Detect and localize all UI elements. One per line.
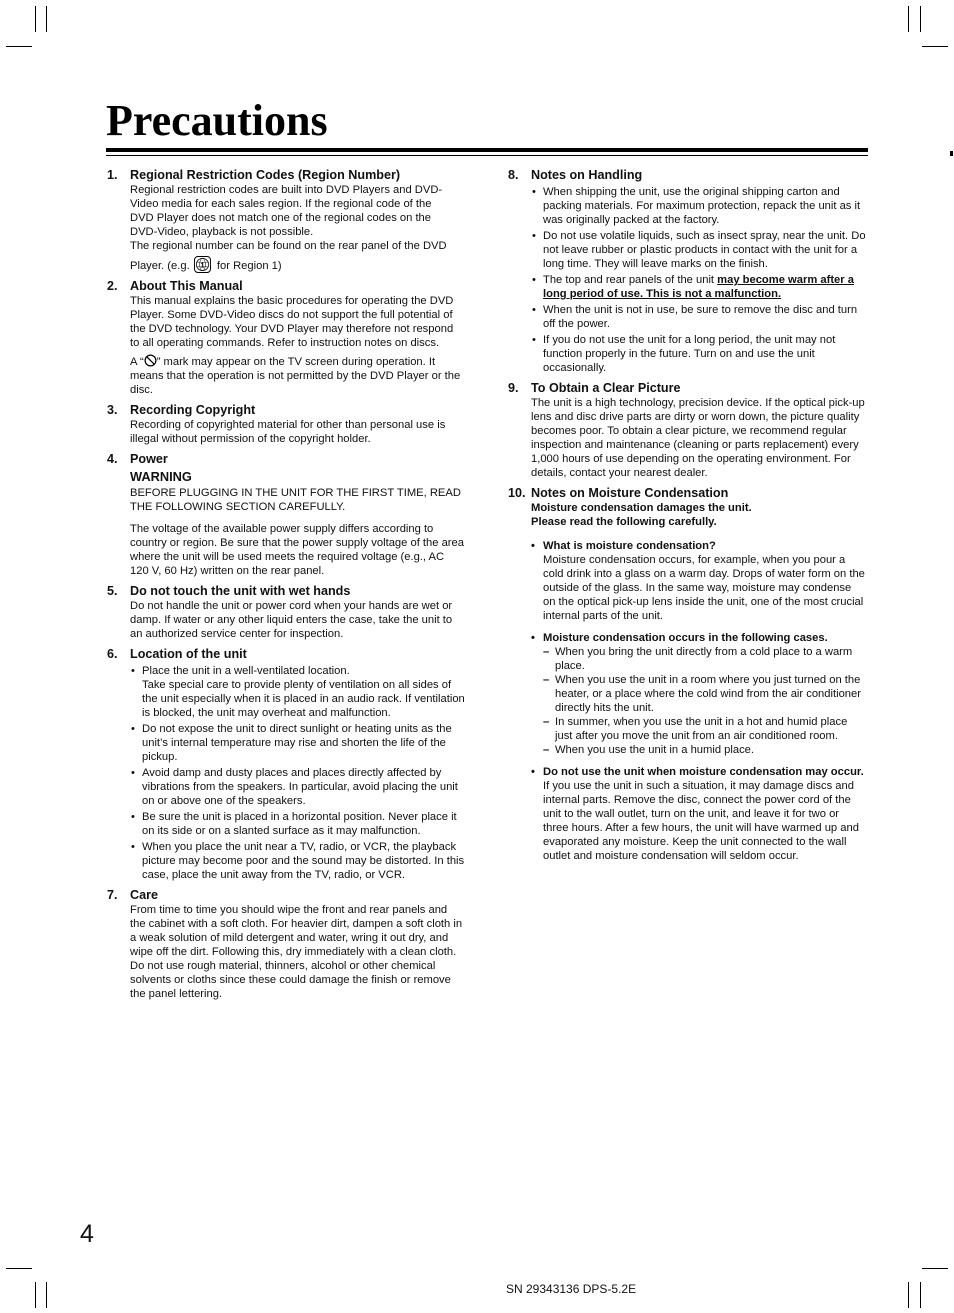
section-body bbox=[531, 396, 866, 480]
crop-mark bbox=[920, 6, 921, 32]
dash-marker: – bbox=[543, 646, 550, 658]
section-body bbox=[130, 294, 465, 397]
section-number: 2. bbox=[107, 279, 118, 293]
paragraph: The unit is a high technology, precision device. If the optical pick-up lens and disc drive parts are dirty or worn down, the picture quality becomes poor. To obtain a clear picture, we recommend regular inspection and maintenance (cleaning or parts replacement) every 1,000 hours of use depending on the operating environment. For details, contact your nearest dealer. bbox=[531, 397, 865, 479]
section-body bbox=[130, 418, 465, 446]
list-item bbox=[531, 765, 866, 863]
text-line: Video media for each sales region. If the regional code of the bbox=[130, 198, 432, 210]
example-prefix: Player. (e.g. bbox=[130, 260, 190, 272]
list-item bbox=[130, 840, 465, 882]
list-item bbox=[531, 229, 866, 271]
dash-list bbox=[543, 645, 866, 757]
section-number: 10. bbox=[508, 486, 526, 500]
section-title: Recording Copyright bbox=[130, 403, 256, 417]
list-item-text: If you do not use the unit for a long period, the unit may not function properly in the future. Turn on and use the unit occasionally. bbox=[543, 334, 836, 374]
title-rule-thick bbox=[106, 148, 868, 152]
crop-mark bbox=[35, 6, 36, 32]
warning-label: WARNING bbox=[130, 469, 192, 484]
section-title: Notes on Moisture Condensation bbox=[531, 486, 729, 500]
dash-marker: – bbox=[543, 716, 550, 728]
section-heading bbox=[508, 485, 866, 501]
list-item-text: Be sure the unit is placed in a horizontal position. Never place it on its side or on a slanted surface as it may malfunction. bbox=[142, 811, 457, 837]
text-line: The regional number can be found on the rear panel of the DVD bbox=[130, 240, 447, 252]
crop-mark bbox=[46, 6, 47, 32]
crop-mark bbox=[6, 46, 32, 47]
bullet-marker: • bbox=[532, 274, 536, 286]
paragraph: The voltage of the available power supply differs according to country or region. Be sure that the power supply voltage of the area where the unit will be used meets the required voltage (e.g., AC 120 V, 60 Hz) written on the rear panel. bbox=[130, 523, 464, 577]
page-number: 4 bbox=[80, 1220, 94, 1248]
section-body bbox=[130, 599, 465, 641]
region-1-globe-icon bbox=[194, 256, 211, 273]
list-item-text: Place the unit in a well-ventilated location. bbox=[142, 665, 350, 677]
bullet-marker: • bbox=[532, 334, 536, 346]
bullet-marker: • bbox=[531, 766, 535, 778]
crop-mark bbox=[922, 46, 948, 47]
section-number: 1. bbox=[107, 168, 118, 182]
list-item bbox=[130, 766, 465, 808]
prohibited-icon bbox=[144, 354, 157, 367]
text-line: DVD Player does not match one of the regional codes on the bbox=[130, 212, 432, 224]
paragraph-suffix: ” mark may appear on the TV screen during operation. It means that the operation is not permitted by the DVD Player or the disc. bbox=[130, 356, 461, 396]
paragraph: Recording of copyrighted material for other than personal use is illegal without permission of the copyright holder. bbox=[130, 419, 446, 445]
section-clear-picture bbox=[508, 380, 866, 480]
text-line: Regional restriction codes are built into DVD Players and DVD- bbox=[130, 184, 443, 196]
right-column bbox=[508, 167, 866, 871]
bullet-marker: • bbox=[131, 841, 135, 853]
paragraph-prefix: A “ bbox=[130, 356, 144, 368]
list-item-heading: Moisture condensation occurs in the following cases. bbox=[543, 632, 828, 644]
bullet-list bbox=[130, 664, 465, 882]
dash-item-text: In summer, when you use the unit in a hot and humid place just after you move the unit from an air conditioned room. bbox=[555, 716, 848, 742]
list-item-text: Take special care to provide plenty of ventilation on all sides of the unit especially when it is placed in an audio rack. If ventilation is blocked, the unit may overheat and malfunction. bbox=[142, 679, 465, 719]
section-number: 7. bbox=[107, 888, 118, 902]
list-item-text: Moisture condensation occurs, for example, when you pour a cold drink into a glass on a warm day. Drops of water form on the outside of the glass. In the same way, moisture may condense on the optical pick-up lens inside the unit, one of the most crucial internal parts of the unit. bbox=[543, 554, 865, 622]
example-suffix: for Region 1) bbox=[216, 260, 282, 272]
section-number: 3. bbox=[107, 403, 118, 417]
prohibited-mark-paragraph bbox=[130, 354, 465, 397]
list-item-text: The top and rear panels of the unit bbox=[543, 274, 718, 286]
list-item-text: Do not use volatile liquids, such as insect spray, near the unit. Do not leave rubber or plastic products in contact with the unit for a long time. They will leave marks on the finish. bbox=[543, 230, 866, 270]
section-title: To Obtain a Clear Picture bbox=[531, 381, 681, 395]
moisture-instruction: Please read the following carefully. bbox=[531, 516, 717, 528]
section-moisture bbox=[508, 485, 866, 863]
crop-mark bbox=[908, 1282, 909, 1308]
section-number: 4. bbox=[107, 452, 118, 466]
section-title: Power bbox=[130, 452, 168, 466]
crop-mark bbox=[46, 1282, 47, 1308]
section-body bbox=[531, 501, 866, 863]
section-location bbox=[107, 646, 465, 882]
section-heading bbox=[107, 583, 465, 599]
paragraph: Do not handle the unit or power cord when your hands are wet or damp. If water or any other liquid enters the case, take the unit to an authorized service center for inspection. bbox=[130, 600, 453, 640]
crop-mark bbox=[35, 1282, 36, 1308]
bullet-marker: • bbox=[131, 665, 135, 677]
section-body bbox=[130, 903, 465, 1001]
bullet-marker: • bbox=[531, 540, 535, 552]
bullet-marker: • bbox=[131, 811, 135, 823]
crop-mark bbox=[922, 1268, 948, 1269]
paragraph: This manual explains the basic procedures for operating the DVD Player. Some DVD-Video discs do not support the full potential of the DVD technology. Your DVD Player may therefore not respond to all operating commands. Refer to instruction notes on discs. bbox=[130, 295, 454, 349]
section-power bbox=[107, 451, 465, 578]
section-region-codes bbox=[107, 167, 465, 273]
section-number: 8. bbox=[508, 168, 519, 182]
list-item bbox=[531, 303, 866, 331]
list-item bbox=[531, 631, 866, 757]
paragraph: Do not use rough material, thinners, alcohol or other chemical solvents or cloths since these could damage the finish or remove the panel lettering. bbox=[130, 960, 451, 1000]
section-title: Care bbox=[130, 888, 159, 902]
dash-item-text: When you use the unit in a room where you just turned on the heater, or a place where the cold wind from the air conditioner directly hits the unit. bbox=[555, 674, 861, 714]
list-item bbox=[531, 333, 866, 375]
left-column bbox=[107, 167, 465, 1006]
section-heading bbox=[107, 278, 465, 294]
title-rule-thin bbox=[106, 155, 868, 156]
section-handling bbox=[508, 167, 866, 375]
list-item bbox=[531, 273, 866, 301]
bullet-marker: • bbox=[532, 230, 536, 242]
list-item bbox=[130, 664, 465, 720]
section-title: About This Manual bbox=[130, 279, 243, 293]
list-item-heading: What is moisture condensation? bbox=[543, 540, 716, 552]
dash-marker: – bbox=[543, 674, 550, 686]
bullet-marker: • bbox=[131, 767, 135, 779]
section-recording-copyright bbox=[107, 402, 465, 446]
dash-item bbox=[543, 645, 866, 673]
list-item-text: When you place the unit near a TV, radio, or VCR, the playback picture may become poor and the sound may be distorted. In this case, place the unit away from the TV, radio, or VCR. bbox=[142, 841, 465, 881]
section-heading bbox=[107, 451, 465, 467]
section-title: Regional Restriction Codes (Region Number) bbox=[130, 168, 401, 182]
page-title: Precautions bbox=[106, 96, 328, 145]
dash-item-text: When you use the unit in a humid place. bbox=[555, 744, 755, 756]
section-body bbox=[130, 664, 465, 882]
side-mark bbox=[950, 151, 953, 156]
section-title: Notes on Handling bbox=[531, 168, 643, 182]
section-care bbox=[107, 887, 465, 1001]
list-item-heading: Do not use the unit when moisture condensation may occur. bbox=[543, 766, 864, 778]
list-item-text: Do not expose the unit to direct sunlight or heating units as the unit’s internal temperature may rise and shorten the life of the pickup. bbox=[142, 723, 452, 763]
crop-mark bbox=[908, 6, 909, 32]
dash-item bbox=[543, 715, 866, 743]
moisture-list bbox=[531, 539, 866, 863]
emphasis-text: may become warm after a long period of use. This is not a malfunction. bbox=[543, 274, 854, 300]
section-heading bbox=[107, 887, 465, 903]
dash-marker: – bbox=[543, 744, 550, 756]
region-icon-number: 1 bbox=[200, 260, 205, 270]
list-item bbox=[531, 539, 866, 623]
crop-mark bbox=[920, 1282, 921, 1308]
list-item-text: When the unit is not in use, be sure to remove the disc and turn off the power. bbox=[543, 304, 858, 330]
bullet-marker: • bbox=[131, 723, 135, 735]
section-heading bbox=[508, 380, 866, 396]
bullet-marker: • bbox=[531, 632, 535, 644]
region-example-line bbox=[130, 256, 465, 273]
section-title: Location of the unit bbox=[130, 647, 247, 661]
list-item-text: When shipping the unit, use the original shipping carton and packing materials. For maximum protection, repack the unit as it was originally packed at the factory. bbox=[543, 186, 861, 226]
section-about-manual bbox=[107, 278, 465, 397]
moisture-warning: Moisture condensation damages the unit. bbox=[531, 502, 752, 514]
bullet-list bbox=[531, 185, 866, 375]
section-title: Do not touch the unit with wet hands bbox=[130, 584, 351, 598]
bullet-marker: • bbox=[532, 186, 536, 198]
paragraph: From time to time you should wipe the front and rear panels and the cabinet with a soft cloth. For heavier dirt, dampen a soft cloth in a weak solution of mild detergent and water, wring it out dry, and wipe off the dirt. Following this, dry immediately with a clean cloth. bbox=[130, 904, 463, 958]
section-number: 9. bbox=[508, 381, 519, 395]
list-item-text: If you use the unit in such a situation, it may damage discs and internal parts. Remove the disc, connect the power cord of the unit to the wall outlet, turn on the unit, and leave it for two or three hours. After a few hours, the unit will have warmed up and evaporated any moisture. Keep the unit connected to the wall outlet and moisture condensation will seldom occur. bbox=[543, 780, 859, 862]
section-wet-hands bbox=[107, 583, 465, 641]
section-heading bbox=[107, 646, 465, 662]
warning-text: BEFORE PLUGGING IN THE UNIT FOR THE FIRST TIME, READ THE FOLLOWING SECTION CAREFULLY. bbox=[130, 487, 461, 513]
crop-mark bbox=[6, 1268, 32, 1269]
list-item bbox=[130, 810, 465, 838]
section-number: 5. bbox=[107, 584, 118, 598]
section-heading bbox=[107, 402, 465, 418]
section-number: 6. bbox=[107, 647, 118, 661]
section-body bbox=[531, 185, 866, 375]
list-item bbox=[130, 722, 465, 764]
bullet-marker: • bbox=[532, 304, 536, 316]
section-heading bbox=[107, 167, 465, 183]
dash-item-text: When you bring the unit directly from a cold place to a warm place. bbox=[555, 646, 853, 672]
dash-item bbox=[543, 673, 866, 715]
list-item bbox=[531, 185, 866, 227]
section-body bbox=[130, 183, 465, 273]
footer-code: SN 29343136 DPS-5.2E bbox=[506, 1282, 637, 1296]
section-heading bbox=[508, 167, 866, 183]
text-line: DVD-Video, playback is not possible. bbox=[130, 226, 314, 238]
dash-item bbox=[543, 743, 866, 757]
list-item-text: Avoid damp and dusty places and places directly affected by vibrations from the speakers. In particular, avoid placing the unit on or above one of the speakers. bbox=[142, 767, 458, 807]
section-body bbox=[130, 469, 465, 578]
